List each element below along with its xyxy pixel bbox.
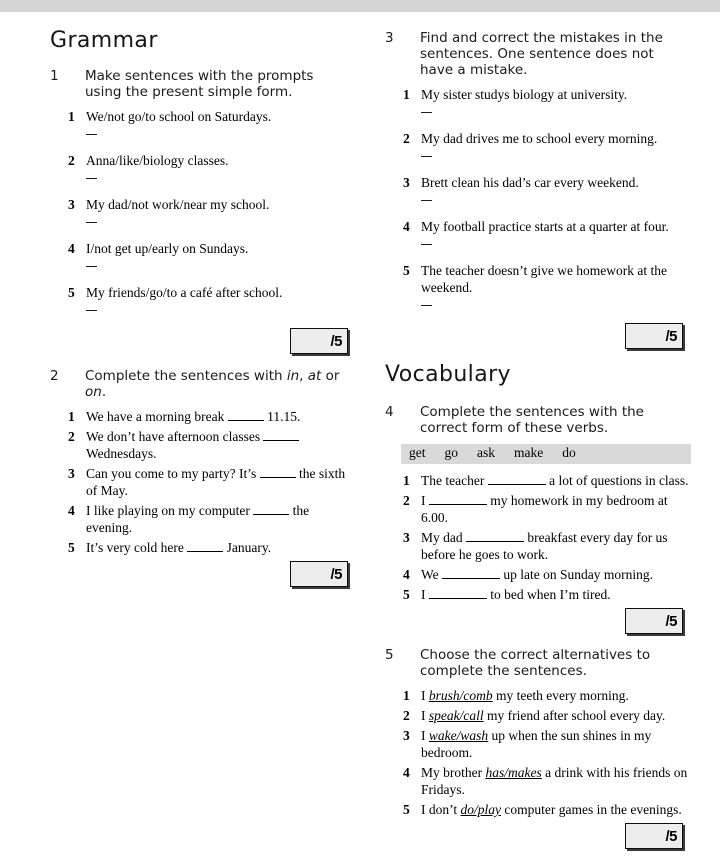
answer-dash xyxy=(86,310,97,311)
instruction-italic-word: on xyxy=(85,384,102,400)
exercise-instruction xyxy=(85,368,348,400)
item-text-pre: My brother xyxy=(421,765,486,780)
item-text xyxy=(421,727,691,761)
list-item xyxy=(385,586,691,603)
answer-line xyxy=(86,266,348,271)
right-column xyxy=(385,12,691,849)
item-text xyxy=(421,801,691,818)
list-item xyxy=(385,566,691,583)
instruction-italic-word: at xyxy=(307,368,322,384)
list-item xyxy=(50,502,348,536)
item-text-pre: We don’t have afternoon classes xyxy=(86,429,264,444)
exercise-4-items xyxy=(385,472,691,603)
item-number: 5 xyxy=(68,540,75,555)
exercise-1 xyxy=(50,68,348,354)
item-number: 4 xyxy=(68,241,75,256)
exercise-3-items xyxy=(385,86,691,310)
score-row xyxy=(50,328,348,354)
exercise-2 xyxy=(50,368,348,587)
item-number: 2 xyxy=(403,131,410,146)
score-label: /5 xyxy=(665,612,677,630)
score-box xyxy=(290,561,348,587)
instruction-line: Complete the sentences with the xyxy=(420,404,644,420)
item-number: 4 xyxy=(403,567,410,582)
answer-line xyxy=(86,222,348,227)
instruction-line xyxy=(85,368,348,384)
exercise-instruction xyxy=(420,30,691,78)
instruction-text: , xyxy=(299,368,308,384)
answer-line xyxy=(421,305,691,310)
item-text: We/not go/to school on Saturdays. xyxy=(86,109,272,124)
item-number: 4 xyxy=(68,503,75,518)
instruction-line: using the present simple form. xyxy=(85,84,293,100)
answer-line xyxy=(86,178,348,183)
item-text: The teacher doesn’t give we homework at the weekend. xyxy=(421,263,668,295)
answer-dash xyxy=(421,200,432,201)
list-item xyxy=(50,240,348,271)
item-text xyxy=(421,707,691,724)
item-number: 3 xyxy=(68,197,75,212)
list-item xyxy=(385,174,691,205)
item-number: 2 xyxy=(68,429,75,444)
item-text xyxy=(421,472,691,489)
item-text xyxy=(421,566,691,583)
item-number: 2 xyxy=(403,708,410,723)
score-row xyxy=(385,608,691,634)
item-text xyxy=(421,492,691,526)
instruction-text: or xyxy=(321,368,340,384)
exercise-2-header xyxy=(50,368,348,400)
answer-dash xyxy=(421,305,432,306)
score-box xyxy=(625,323,683,349)
exercise-1-items xyxy=(50,108,348,315)
item-text-post: Wednesdays. xyxy=(86,446,157,461)
exercise-2-items xyxy=(50,408,348,556)
item-text-pre: I xyxy=(421,587,429,602)
fill-blank xyxy=(442,567,500,579)
list-item xyxy=(50,108,348,139)
answer-line xyxy=(421,244,691,249)
item-text: My dad drives me to school every morning. xyxy=(421,131,658,146)
instruction-text: . xyxy=(101,384,107,400)
item-number: 1 xyxy=(403,473,410,488)
instruction-text: Complete the sentences with xyxy=(85,368,287,384)
item-text-post: my friend after school every day. xyxy=(483,708,666,723)
word-bank-item: do xyxy=(562,445,576,460)
item-text-post: 11.15. xyxy=(263,409,301,424)
item-number: 5 xyxy=(403,802,410,817)
item-text-post: a drink with his friends on Fridays. xyxy=(421,765,688,797)
item-number: 2 xyxy=(403,493,410,508)
exercise-5 xyxy=(385,647,691,849)
item-number: 3 xyxy=(403,175,410,190)
exercise-number: 1 xyxy=(50,68,59,84)
list-item xyxy=(385,86,691,117)
list-item xyxy=(50,196,348,227)
answer-dash xyxy=(86,178,97,179)
item-number: 4 xyxy=(403,219,410,234)
item-text-pre: I xyxy=(421,728,429,743)
fill-blank xyxy=(429,493,487,505)
item-text-pre: I don’t xyxy=(421,802,461,817)
score-label: /5 xyxy=(665,827,677,845)
list-item xyxy=(385,472,691,489)
item-text-pre: We xyxy=(421,567,443,582)
answer-dash xyxy=(86,134,97,135)
choice-alternatives: has/makes xyxy=(485,765,542,780)
answer-dash xyxy=(421,156,432,157)
item-text-post: computer games in the evenings. xyxy=(501,802,682,817)
item-text-post: a lot of questions in class. xyxy=(545,473,689,488)
item-text: My dad/not work/near my school. xyxy=(86,197,270,212)
fill-blank xyxy=(187,540,223,552)
item-number: 5 xyxy=(403,263,410,278)
score-label: /5 xyxy=(665,327,677,345)
item-text xyxy=(421,586,691,603)
list-item xyxy=(50,539,348,556)
exercise-number: 4 xyxy=(385,404,394,420)
vocabulary-section-title: Vocabulary xyxy=(385,362,511,387)
item-text-post: the sixth of May. xyxy=(86,466,346,498)
item-text xyxy=(86,428,348,462)
answer-line xyxy=(421,156,691,161)
left-column xyxy=(50,12,348,587)
list-item xyxy=(50,284,348,315)
item-text-pre: I xyxy=(421,708,429,723)
item-number: 4 xyxy=(403,765,410,780)
item-text xyxy=(86,539,348,556)
item-text xyxy=(86,408,348,425)
choice-alternatives: brush/comb xyxy=(428,688,493,703)
exercise-3-header xyxy=(385,30,691,78)
item-text-post: up late on Sunday morning. xyxy=(500,567,654,582)
window-top-bar xyxy=(0,0,720,12)
list-item xyxy=(50,152,348,183)
exercise-number: 5 xyxy=(385,647,394,663)
item-text xyxy=(86,502,348,536)
instruction-line: sentences. One sentence does not xyxy=(420,46,654,62)
item-text: Anna/like/biology classes. xyxy=(86,153,229,168)
word-bank xyxy=(401,444,691,464)
answer-dash xyxy=(421,112,432,113)
item-number: 3 xyxy=(403,530,410,545)
item-text-pre: My dad xyxy=(421,530,466,545)
word-bank-item: make xyxy=(514,445,544,460)
exercise-instruction xyxy=(85,68,348,100)
score-box xyxy=(625,823,683,849)
item-text: I/not get up/early on Sundays. xyxy=(86,241,249,256)
choice-alternatives: wake/wash xyxy=(428,728,489,743)
item-number: 1 xyxy=(403,688,410,703)
instruction-line: complete the sentences. xyxy=(420,663,587,679)
word-bank-item: go xyxy=(444,445,458,460)
exercise-instruction xyxy=(420,404,691,436)
item-number: 3 xyxy=(403,728,410,743)
fill-blank xyxy=(260,466,296,478)
instruction-line: have a mistake. xyxy=(420,62,528,78)
list-item xyxy=(50,408,348,425)
item-text-pre: I xyxy=(421,688,429,703)
exercise-number: 3 xyxy=(385,30,394,46)
list-item xyxy=(385,707,691,724)
item-text-pre: The teacher xyxy=(421,473,488,488)
fill-blank xyxy=(488,473,546,485)
word-bank-item: ask xyxy=(477,445,495,460)
list-item xyxy=(385,218,691,249)
exercise-4-header xyxy=(385,404,691,436)
list-item xyxy=(385,687,691,704)
score-box xyxy=(290,328,348,354)
instruction-line: correct form of these verbs. xyxy=(420,420,609,436)
score-row xyxy=(50,561,348,587)
instruction-italic-word: in xyxy=(286,368,300,384)
item-text xyxy=(421,529,691,563)
item-text xyxy=(86,465,348,499)
list-item xyxy=(50,428,348,462)
grammar-section-title: Grammar xyxy=(50,28,158,53)
choice-alternatives: do/play xyxy=(460,802,501,817)
fill-blank xyxy=(429,587,487,599)
list-item xyxy=(385,492,691,526)
item-text-post: to bed when I’m tired. xyxy=(486,587,611,602)
exercise-3 xyxy=(385,30,691,349)
answer-dash xyxy=(421,244,432,245)
item-text: My football practice starts at a quarter at four. xyxy=(421,219,669,234)
answer-line xyxy=(86,310,348,315)
item-text-post: my teeth every morning. xyxy=(492,688,629,703)
exercise-5-items xyxy=(385,687,691,818)
list-item xyxy=(385,262,691,310)
item-text-post: up when the sun shines in my bedroom. xyxy=(421,728,652,760)
item-number: 1 xyxy=(403,87,410,102)
score-row xyxy=(385,323,691,349)
exercise-4 xyxy=(385,404,691,634)
item-text-pre: Can you come to my party? It’s xyxy=(86,466,260,481)
answer-dash xyxy=(86,266,97,267)
item-text-pre: I xyxy=(421,493,429,508)
item-text-post: the evening. xyxy=(86,503,310,535)
answer-line xyxy=(421,112,691,117)
exercise-instruction xyxy=(420,647,691,679)
answer-dash xyxy=(86,222,97,223)
item-number: 5 xyxy=(403,587,410,602)
item-number: 2 xyxy=(68,153,75,168)
item-text-post: January. xyxy=(223,540,272,555)
item-text-post: my homework in my bedroom at 6.00. xyxy=(421,493,668,525)
answer-line xyxy=(421,200,691,205)
item-number: 1 xyxy=(68,409,75,424)
exercise-5-header xyxy=(385,647,691,679)
item-text-post: breakfast every day for us before he goes to work. xyxy=(421,530,668,562)
fill-blank xyxy=(228,409,264,421)
item-text: Brett clean his dad’s car every weekend. xyxy=(421,175,639,190)
list-item xyxy=(385,529,691,563)
item-text xyxy=(421,764,691,798)
instruction-line xyxy=(85,384,348,400)
list-item xyxy=(385,130,691,161)
list-item xyxy=(385,801,691,818)
choice-alternatives: speak/call xyxy=(428,708,484,723)
list-item xyxy=(385,727,691,761)
answer-line xyxy=(86,134,348,139)
list-item xyxy=(50,465,348,499)
item-text-pre: I like playing on my computer xyxy=(86,503,254,518)
exercise-1-header xyxy=(50,68,348,100)
item-text xyxy=(421,687,691,704)
item-number: 1 xyxy=(68,109,75,124)
fill-blank xyxy=(466,530,524,542)
instruction-line: Find and correct the mistakes in the xyxy=(420,30,663,46)
score-row xyxy=(385,823,691,849)
item-text-pre: We have a morning break xyxy=(86,409,228,424)
instruction-line: Choose the correct alternatives to xyxy=(420,647,651,663)
item-text: My sister studys biology at university. xyxy=(421,87,628,102)
instruction-line: Make sentences with the prompts xyxy=(85,68,314,84)
score-label: /5 xyxy=(330,565,342,583)
item-number: 3 xyxy=(68,466,75,481)
list-item xyxy=(385,764,691,798)
item-text-pre: It’s very cold here xyxy=(86,540,188,555)
score-label: /5 xyxy=(330,332,342,350)
word-bank-item: get xyxy=(409,445,426,460)
item-text: My friends/go/to a café after school. xyxy=(86,285,283,300)
exercise-number: 2 xyxy=(50,368,59,384)
item-number: 5 xyxy=(68,285,75,300)
score-box xyxy=(625,608,683,634)
fill-blank xyxy=(263,429,299,441)
fill-blank xyxy=(253,503,289,515)
